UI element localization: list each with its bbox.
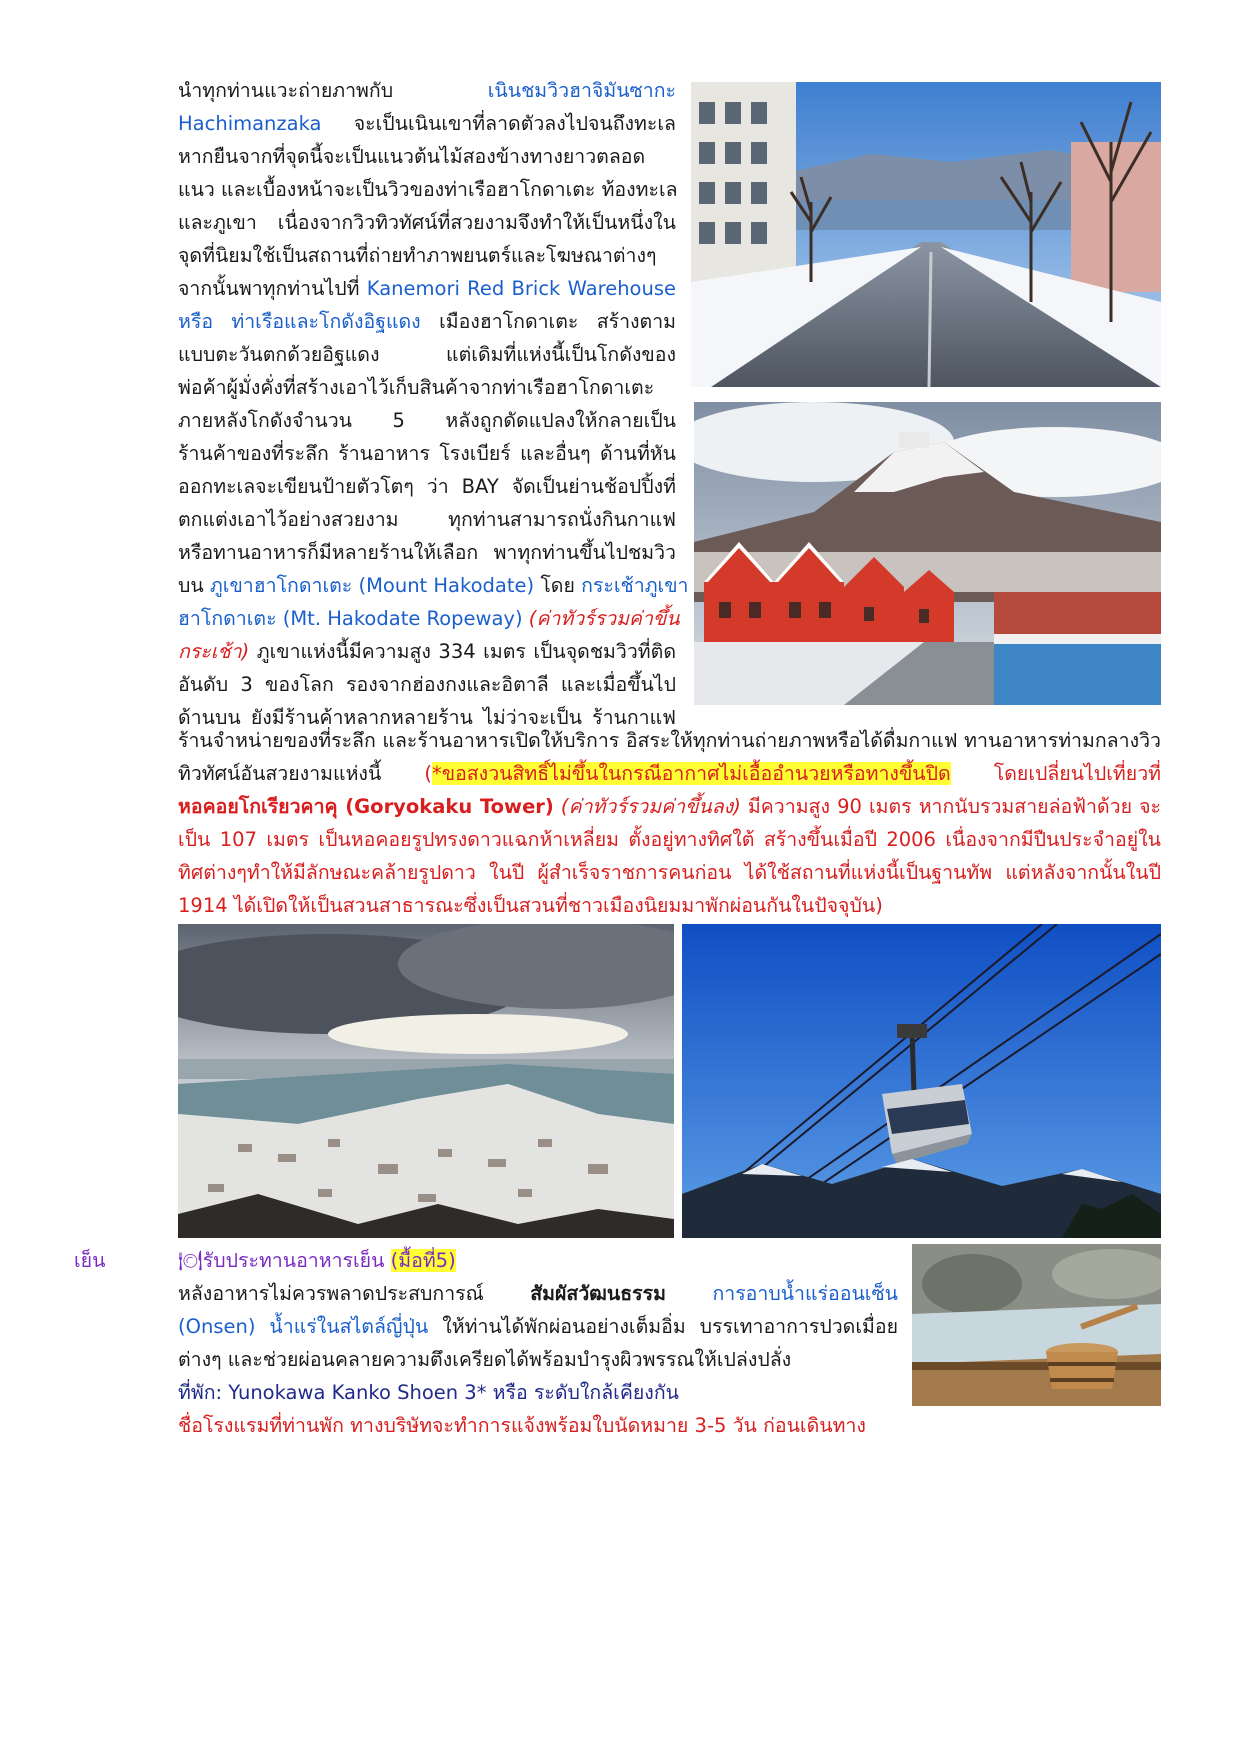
intro-line: แบบตะวันตกด้วยอิฐแดง แต่เดิมที่แห่งนี้เป็นโกดังของ [178, 343, 676, 366]
intro-line [178, 569, 689, 602]
text-span: จะเป็นเนินเขาที่ลาดตัวลงไปจนถึงทะเล [353, 112, 676, 135]
intro-line [178, 74, 676, 107]
ropeway-name-en: ฮาโกดาเตะ (Mt. Hakodate Ropeway) [178, 607, 523, 630]
dinner-line [178, 1244, 898, 1277]
meal-time-label: เย็น [74, 1249, 106, 1272]
intro-line: ตกแต่งเอาไว้อย่างสวยงาม ทุกท่านสามารถนั่งกินกาแฟ [178, 508, 676, 531]
alt-plan-text: มีความสูง 90 เมตร หากนับรวมสายล่อฟ้าด้วย จะ [747, 795, 1162, 818]
intro-line: จุดที่นิยมใช้เป็นสถานที่ถ่ายทำภาพยนตร์และโฆษณาต่างๆ [178, 244, 657, 267]
intro-line [178, 107, 676, 140]
weather-disclaimer: *ขอสงวนสิทธิ์ไม่ขึ้นในกรณีอากาศไม่เอื้ออำนวยหรือทางขึ้นปิด [431, 762, 951, 785]
fee-note: (ค่าทัวร์รวมค่าขึ้นลง) [560, 795, 741, 818]
hachimanzaka-photo [691, 82, 1161, 387]
text-span: โดย [540, 574, 575, 597]
wide-line: ร้านจำหน่ายของที่ระลึก และร้านอาหารเปิดให้บริการ อิสระให้ทุกท่านถ่ายภาพหรือได้ดื่มกาแฟ ทานอาหารท่ามกลางวิว [178, 729, 1161, 752]
wide-line [178, 757, 1161, 790]
dinner-plate-icon: 🍽 [178, 1249, 203, 1272]
intro-line: ร้านค้าของที่ระลึก ร้านอาหาร โรงเบียร์ และอื่นๆ ด้านที่หัน [178, 442, 676, 465]
intro-line: ภายหลังโกดังจำนวน 5 หลังถูกดัดแปลงให้กลายเป็น [178, 409, 676, 432]
mount-hakodate-name: ภูเขาฮาโกดาเตะ (Mount Hakodate) [209, 574, 535, 597]
intro-line [178, 272, 676, 305]
text-span: หลังอาหารไม่ควรพลาดประสบการณ์ [178, 1282, 484, 1305]
wide-text-block [178, 724, 1161, 922]
wide-line: ทิศต่างๆทำให้มีลักษณะคล้ายรูปดาว ในปี ผู้สำเร็จราชการคนก่อน ได้ใช้สถานที่แห่งนี้เป็นฐานทัพ แต่หลังจากนั้นในปี [178, 861, 1161, 884]
hakodate-night-view-photo [178, 924, 674, 1238]
text-span: ภูเขาแห่งนี้มีความสูง 334 เมตร เป็นจุดชมวิวที่ติด [256, 640, 676, 663]
intro-line: ด้านบน ยังมีร้านค้าหลากหลายร้าน ไม่ว่าจะเป็น ร้านกาแฟ [178, 706, 676, 729]
culture-emphasis: สัมผัสวัฒนธรรม [530, 1282, 666, 1305]
onsen-name-en: (Onsen) น้ำแร่ในสไตล์ญี่ปุ่น [178, 1315, 429, 1338]
onsen-photo [912, 1244, 1161, 1406]
text-span: บน [178, 574, 204, 597]
text-span: นำทุกท่านแวะถ่ายภาพกับ [178, 79, 394, 102]
intro-line: แนว และเบื้องหน้าจะเป็นวิวของท่าเรือฮาโกดาเตะ ท้องทะเล [178, 178, 678, 201]
dinner-title: รับประทานอาหารเย็น [202, 1249, 385, 1272]
intro-line: หากยืนจากที่จุดนี้จะเป็นแนวต้นไม้สองข้างทางยาวตลอด [178, 145, 646, 168]
intro-line [178, 602, 680, 635]
hotel-line: ที่พัก: Yunokawa Kanko Shoen 3* หรือ ระดับใกล้เคียงกัน [178, 1381, 679, 1404]
dinner-line [178, 1310, 898, 1343]
fee-note: กระเช้า) [178, 640, 250, 663]
text-span: จากนั้นพาทุกท่านไปที่ [178, 277, 360, 300]
fee-note: (ค่าทัวร์รวมค่าขึ้น [528, 607, 680, 630]
intro-line: ออกทะเลจะเขียนป้ายตัวโตๆ ว่า BAY จัดเป็นย่านช้อปปิ้งที่ [178, 475, 676, 498]
text-span: ให้ท่านได้พักผ่อนอย่างเต็มอิ่ม บรรเทาอาการปวดเมื่อย [442, 1315, 898, 1338]
ropeway-name: กระเช้าภูเขา [581, 574, 689, 597]
warehouse-name: Kanemori Red Brick Warehouse [366, 277, 676, 300]
text-span: เมืองฮาโกดาเตะ สร้างตาม [439, 310, 677, 333]
dinner-line [178, 1277, 898, 1310]
intro-line: อันดับ 3 ของโลก รองจากฮ่องกงและอิตาลี และเมื่อขึ้นไป [178, 673, 676, 696]
hakodate-ropeway-photo [682, 924, 1161, 1238]
onsen-name: การอาบน้ำแร่ออนเซ็น [712, 1282, 899, 1305]
dinner-text-block [178, 1244, 898, 1442]
intro-text-block [178, 74, 689, 734]
alt-plan-text: โดยเปลี่ยนไปเที่ยวที่ [993, 762, 1161, 785]
hotel-notice-line: ชื่อโรงแรมที่ท่านพัก ทางบริษัทจะทำการแจ้งพร้อมใบนัดหมาย 3-5 วัน ก่อนเดินทาง [178, 1414, 866, 1437]
intro-line: และภูเขา เนื่องจากวิวทิวทัศน์ที่สวยงามจึงทำให้เป็นหนึ่งใน [178, 211, 676, 234]
wide-line: 1914 ได้เปิดให้เป็นสวนสาธารณะซึ่งเป็นสวนที่ชาวเมืองนิยมมาพักผ่อนกันในปัจจุบัน) [178, 894, 883, 917]
intro-line: หรือทานอาหารก็มีหลายร้านให้เลือก พาทุกท่านขึ้นไปชมวิว [178, 541, 676, 564]
intro-line [178, 635, 676, 668]
warehouse-thai-name: หรือ ท่าเรือและโกดังอิฐแดง [178, 310, 421, 333]
hachimanzaka-name: เนินชมวิวฮาจิมันซากะ [487, 79, 676, 102]
intro-line [178, 305, 676, 338]
note-paren: ( [424, 762, 432, 785]
text-span: ทิวทัศน์อันสวยงามแห่งนี้ [178, 762, 382, 785]
wide-line: เป็น 107 เมตร เป็นหอคอยรูปทรงดาวแฉกห้าเหลี่ยม ตั้งอยู่ทางทิศใต้ สร้างขึ้นเมื่อปี 2006 เนื่องจากมีปืนประจำอยู่ใน [178, 828, 1161, 851]
intro-line: พ่อค้าผู้มั่งคั่งที่สร้างเอาไว้เก็บสินค้าจากท่าเรือฮาโกดาเตะ [178, 376, 655, 399]
dinner-line: ต่างๆ และช่วยผ่อนคลายความตึงเครียดได้พร้อมบำรุงผิวพรรณให้เปล่งปลั่ง [178, 1348, 792, 1371]
goryokaku-tower-name: หอคอยโกเรียวคาคุ (Goryokaku Tower) [178, 795, 554, 818]
red-brick-warehouse-photo [694, 402, 1161, 705]
meal-number-badge: (มื้อที่5) [390, 1249, 456, 1272]
wide-line [178, 790, 1161, 823]
hachimanzaka-en: Hachimanzaka [178, 112, 322, 135]
